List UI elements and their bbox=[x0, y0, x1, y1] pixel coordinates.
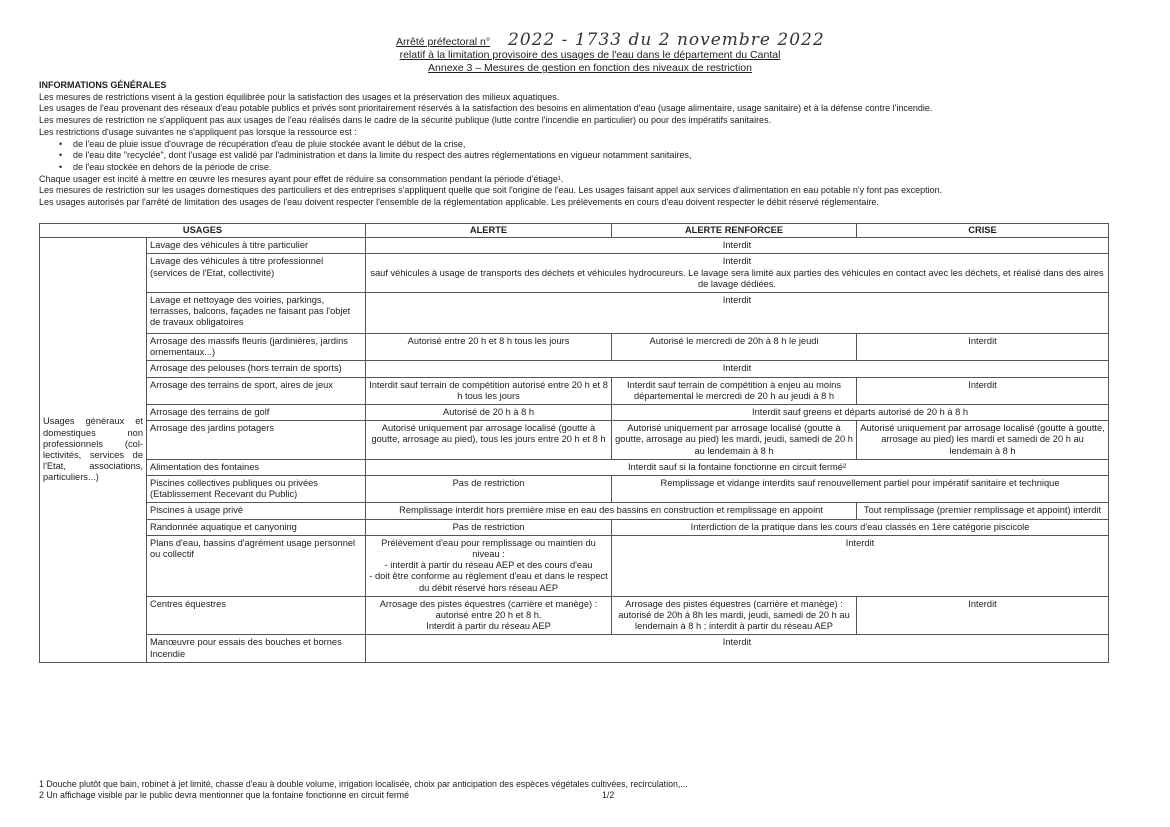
intro-paragraph-1: Les mesures de restrictions visent à la gestion équilibrée pour la satisfaction des usages et la préservation des milieux aquatiques. bbox=[39, 91, 560, 102]
restriction-all-levels: Interdit bbox=[366, 238, 1109, 254]
usage-label: Arrosage des terrains de golf bbox=[147, 405, 366, 421]
table-row bbox=[40, 459, 1109, 475]
table-row bbox=[40, 377, 1109, 404]
restriction-crise: Interdit bbox=[857, 334, 1109, 361]
table-row bbox=[40, 503, 1109, 519]
intro-paragraph-2: Les usages de l'eau provenant des réseaux d'eau potable publics et privés sont prioritairement réservés à la satisfaction des besoins en alimentation d'eau (usage alimentaire, usage sanitaire) et à la défense contre l'incendie. bbox=[39, 103, 933, 114]
list-item: • de l'eau stockée en dehors de la période de crise. bbox=[73, 162, 1129, 174]
table-row bbox=[40, 596, 1109, 635]
restriction-alerte: Pas de restriction bbox=[366, 476, 612, 503]
restriction-alerte-renforcee: Arrosage des pistes équestres (carrière et manège) : autorisé de 20h à 8h les mardi, jeudi, samedi de 20 h au lendemain à 8 h ; interdit à partir du réseau AEP bbox=[612, 596, 857, 635]
restriction-crise: Interdit bbox=[857, 377, 1109, 404]
handwritten-decree-number: 2022 - 1733 du 2 novembre 2022 bbox=[508, 30, 825, 50]
table-row bbox=[40, 519, 1109, 535]
restriction-crise: Autorisé uniquement par arrosage localisé (goutte à goutte, arrosage au pied) les mardi et samedi de 20 h au lendemain à 8 h bbox=[857, 421, 1109, 460]
header-crise: CRISE bbox=[857, 224, 1109, 238]
restriction-alerte-renforcee: Interdit sauf terrain de compétition à enjeu au moins départemental le mercredi de 20 h au jeudi à 8 h bbox=[612, 377, 857, 404]
restriction-all-levels: Interdit sauf si la fontaine fonctionne en circuit fermé² bbox=[366, 459, 1109, 475]
usage-label: Lavage et nettoyage des voiries, parkings, terrasses, balcons, façades ne faisant pas l'objet de travaux obligatoires bbox=[147, 293, 366, 334]
usage-label: Lavage des véhicules à titre professionnel (services de l'Etat, collectivité) bbox=[147, 254, 366, 293]
restriction-alerte: Prélèvement d'eau pour remplissage ou maintien du niveau : - interdit à partir du réseau AEP et des cours d'eau - doit être conforme au règlement d'eau et dans le respect du débit réservé hors réseau AEP bbox=[366, 535, 612, 596]
restriction-alerte-renforcee: Autorisé le mercredi de 20h à 8 h le jeudi bbox=[612, 334, 857, 361]
usage-label: Piscines collectives publiques ou privées (Etablissement Recevant du Public) bbox=[147, 476, 366, 503]
restriction-alerte: Pas de restriction bbox=[366, 519, 612, 535]
exemption-list bbox=[39, 139, 1129, 174]
restriction-alerte: Interdit sauf terrain de compétition autorisé entre 20 h et 8 h tous les jours bbox=[366, 377, 612, 404]
footnotes bbox=[39, 779, 1129, 801]
table-row bbox=[40, 254, 1109, 293]
table-row bbox=[40, 334, 1109, 361]
header-alerte-renforcee: ALERTE RENFORCEE bbox=[612, 224, 857, 238]
general-information bbox=[39, 80, 1129, 209]
intro-paragraph-3: Les mesures de restriction ne s'appliquent pas aux usages de l'eau réalisés dans le cadre de la sécurité publique (lutte contre l'incendie en particulier) ou pour des impératifs sanitaires. bbox=[39, 115, 772, 126]
intro-paragraph-4: Les restrictions d'usage suivantes ne s'appliquent pas lorsque la ressource est : bbox=[39, 126, 357, 137]
restriction-all-levels: Interdit bbox=[366, 635, 1109, 662]
header-subject: relatif à la limitation provisoire des usages de l'eau dans le département du Cantal bbox=[399, 49, 781, 61]
restriction-crise: Tout remplissage (premier remplissage et appoint) interdit bbox=[857, 503, 1109, 519]
usage-label: Arrosage des pelouses (hors terrain de sports) bbox=[147, 361, 366, 377]
section-heading: INFORMATIONS GÉNÉRALES bbox=[39, 80, 167, 90]
restriction-alerte-and-renforcee: Remplissage interdit hors première mise en eau des bassins en construction et remplissage en appoint bbox=[366, 503, 857, 519]
list-item: • de l'eau dite "recyclée", dont l'usage est validé par l'administration et dans la limite du respect des autres réglementations en vigueur notamment sanitaires, bbox=[73, 150, 1129, 162]
restrictions-table bbox=[39, 223, 1109, 663]
restriction-renforcee-crise: Interdit bbox=[612, 535, 1109, 596]
restriction-alerte: Autorisé uniquement par arrosage localisé (goutte à goutte, arrosage au pied), tous les jours entre 20 h et 8 h bbox=[366, 421, 612, 460]
usage-label: Randonnée aquatique et canyoning bbox=[147, 519, 366, 535]
usage-label: Piscines à usage privé bbox=[147, 503, 366, 519]
usage-label: Plans d'eau, bassins d'agrément usage personnel ou collectif bbox=[147, 535, 366, 596]
usage-group-label: Usages généraux et domestiques non professionnels (col-lectivités, services de l'Etat, associations, particuliers...) bbox=[40, 238, 147, 663]
restriction-all-levels: Interdit bbox=[366, 293, 1109, 334]
restriction-renforcee-crise: Remplissage et vidange interdits sauf renouvellement partiel pour impératif sanitaire et technique bbox=[612, 476, 1109, 503]
table-row bbox=[40, 361, 1109, 377]
usage-label: Centres équestres bbox=[147, 596, 366, 635]
header-alerte: ALERTE bbox=[366, 224, 612, 238]
table-row bbox=[40, 405, 1109, 421]
usage-label: Alimentation des fontaines bbox=[147, 459, 366, 475]
usage-label: Manœuvre pour essais des bouches et bornes Incendie bbox=[147, 635, 366, 662]
intro-paragraph-6: Les mesures de restriction sur les usages domestiques des particuliers et des entreprises s'appliquent quelle que soit l'origine de l'eau. Les usages faisant appel aux services d'alimentation en eau potable n'y font pas exception. bbox=[39, 185, 943, 196]
restriction-crise: Interdit bbox=[857, 596, 1109, 635]
table-row bbox=[40, 238, 1109, 254]
header-usages: USAGES bbox=[40, 224, 366, 238]
table-row bbox=[40, 635, 1109, 662]
table-row bbox=[40, 421, 1109, 460]
header-annex-title: Annexe 3 – Mesures de gestion en fonction des niveaux de restriction bbox=[428, 62, 752, 74]
restriction-all-levels: Interdit sauf véhicules à usage de transports des déchets et véhicules hydrocureurs. Le lavage sera limité aux parties des véhicules en contact avec les déchets, et réalisé dans des aires de lavage dédiées. bbox=[366, 254, 1109, 293]
footnote-1: 1 Douche plutôt que bain, robinet à jet limité, chasse d'eau à double volume, irrigation localisée, choix par anticipation des espèces végétales cultivées, recirculation,... bbox=[39, 779, 688, 789]
restriction-renforcee-crise: Interdit sauf greens et départs autorisé de 20 h à 8 h bbox=[612, 405, 1109, 421]
restriction-alerte-renforcee: Autorisé uniquement par arrosage localisé (goutte à goutte, arrosage au pied) les mardi, jeudi, samedi de 20 h au lendemain à 8 h bbox=[612, 421, 857, 460]
page-number: 1/2 bbox=[602, 790, 615, 800]
restriction-all-levels: Interdit bbox=[366, 361, 1109, 377]
usage-label: Arrosage des massifs fleuris (jardinières, jardins ornementaux...) bbox=[147, 334, 366, 361]
usage-label: Arrosage des terrains de sport, aires de jeux bbox=[147, 377, 366, 404]
usage-label: Lavage des véhicules à titre particulier bbox=[147, 238, 366, 254]
table-header-row bbox=[40, 224, 1109, 238]
table-row bbox=[40, 476, 1109, 503]
intro-paragraph-5: Chaque usager est incité à mettre en œuvre les mesures ayant pour effet de réduire sa consommation pendant la période d'étiage¹. bbox=[39, 173, 564, 184]
decree-prefix: Arrêté préfectoral n° bbox=[396, 36, 491, 48]
list-item: • de l'eau de pluie issue d'ouvrage de récupération d'eau de pluie stockée avant le début de la crise, bbox=[73, 139, 1129, 151]
table-row bbox=[40, 535, 1109, 596]
restriction-alerte: Arrosage des pistes équestres (carrière et manège) : autorisé entre 20 h et 8 h. Interdit à partir du réseau AEP bbox=[366, 596, 612, 635]
restriction-renforcee-crise: Interdiction de la pratique dans les cours d'eau classés en 1ère catégorie piscicole bbox=[612, 519, 1109, 535]
usage-label: Arrosage des jardins potagers bbox=[147, 421, 366, 460]
intro-paragraph-7: Les usages autorisés par l'arrêté de limitation des usages de l'eau doivent respecter l'ensemble de la réglementation applicable. Les prélèvements en cours d'eau doivent respecter le débit réservé réglementaire. bbox=[39, 197, 879, 208]
table-row bbox=[40, 293, 1109, 334]
restriction-alerte: Autorisé entre 20 h et 8 h tous les jours bbox=[366, 334, 612, 361]
restriction-alerte: Autorisé de 20 h à 8 h bbox=[366, 405, 612, 421]
footnote-2: 2 Un affichage visible par le public devra mentionner que la fontaine fonctionne en circuit fermé bbox=[39, 790, 410, 800]
